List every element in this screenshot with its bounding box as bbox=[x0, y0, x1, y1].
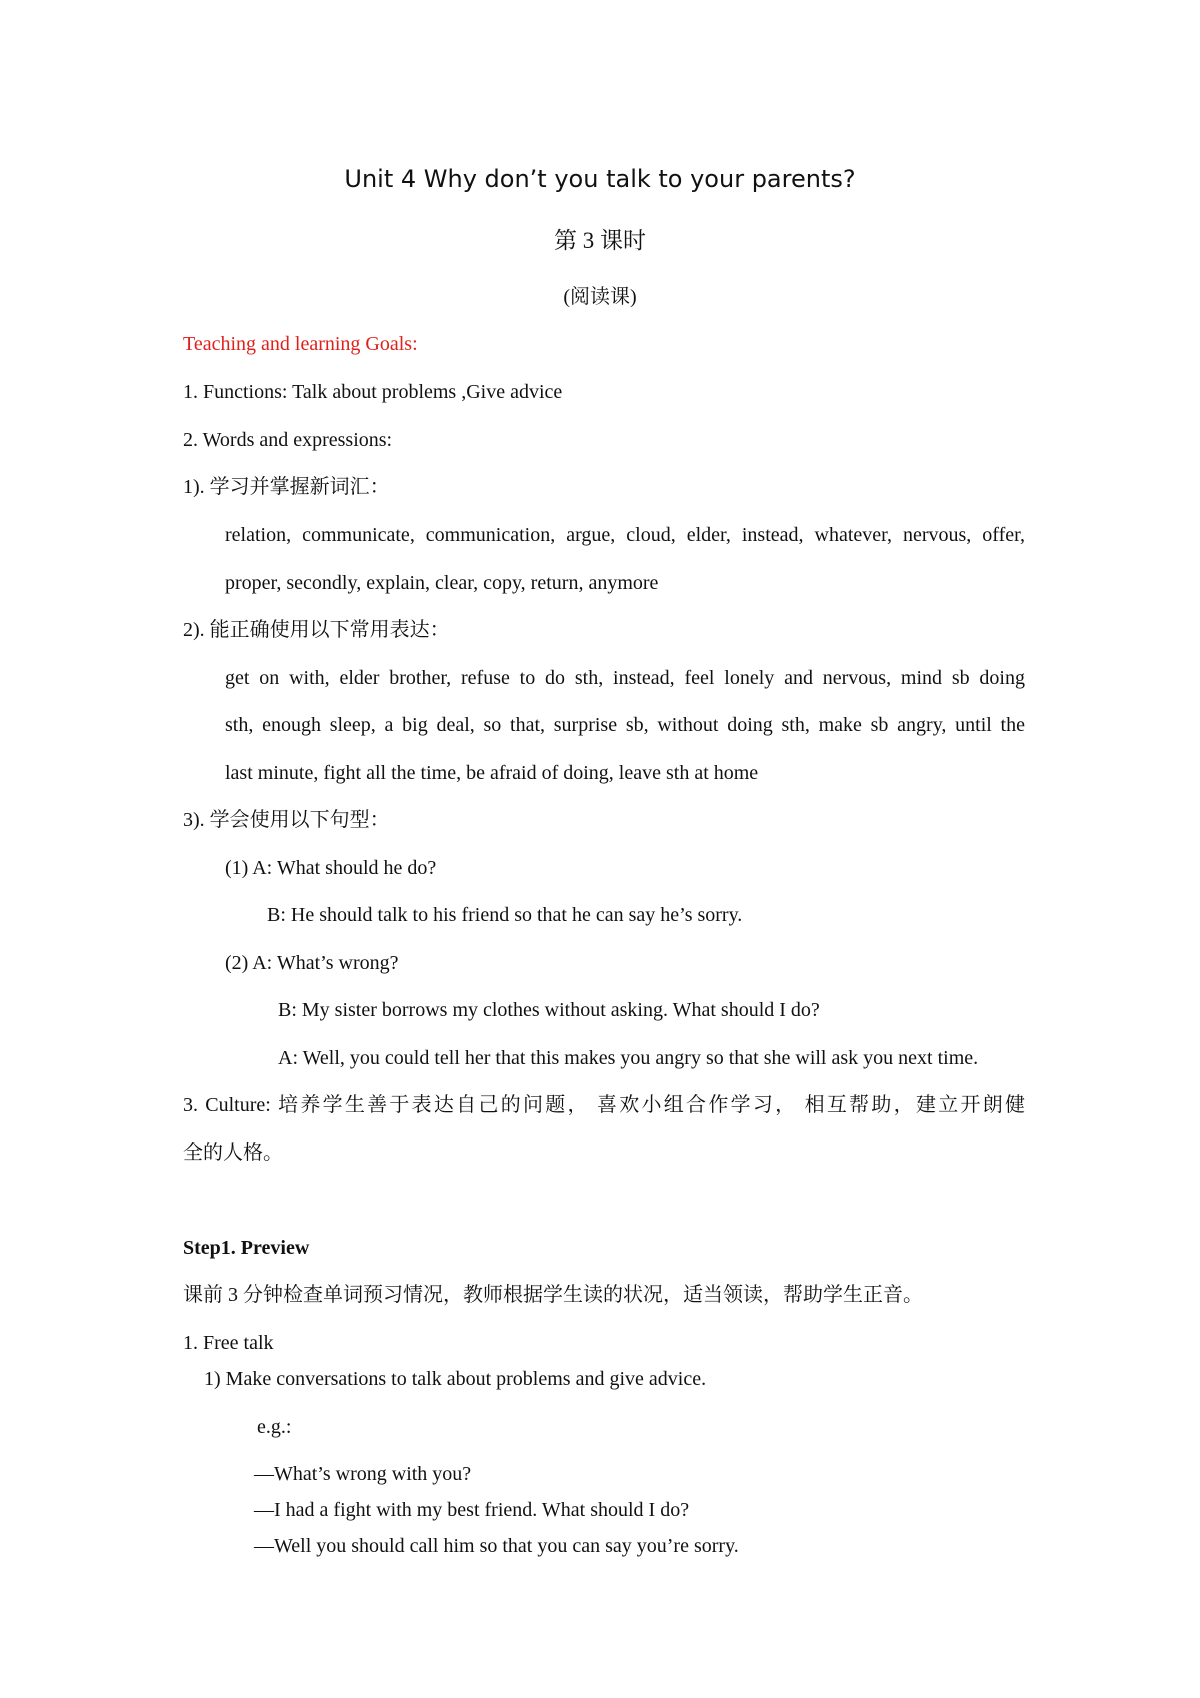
vocab-line-1: relation, communicate, communication, argue, cloud, elder, instead, whatever, nervous, offer, bbox=[225, 524, 1025, 546]
step1-intro: 课前 3 分钟检查单词预习情况，教师根据学生读的状况，适当领读，帮助学生正音。 bbox=[183, 1284, 923, 1306]
vocab-heading: 1). 学习并掌握新词汇： bbox=[183, 476, 390, 498]
vocab-line-2: proper, secondly, explain, clear, copy, return, anymore bbox=[225, 572, 659, 594]
expressions-line-2: sth, enough sleep, a big deal, so that, surprise sb, without doing sth, make sb angry, until the bbox=[225, 714, 1025, 736]
dialogue-line-2: —I had a fight with my best friend. What should I do? bbox=[254, 1499, 690, 1521]
culture-line-1: 3. Culture: 培养学生善于表达自己的问题， 喜欢小组合作学习， 相互帮助，建立开朗健 bbox=[183, 1094, 1025, 1116]
dialogue-line-1: —What’s wrong with you? bbox=[254, 1463, 472, 1485]
expressions-line-1: get on with, elder brother, refuse to do sth, instead, feel lonely and nervous, mind sb doing bbox=[225, 667, 1025, 689]
free-talk-task: 1) Make conversations to talk about problems and give advice. bbox=[204, 1368, 707, 1390]
words-heading: 2. Words and expressions: bbox=[183, 429, 393, 451]
expressions-heading: 2). 能正确使用以下常用表达： bbox=[183, 619, 450, 641]
culture-line-2: 全的人格。 bbox=[183, 1142, 283, 1164]
document-title: Unit 4 Why don’t you talk to your parents? bbox=[344, 165, 856, 193]
lesson-type: (阅读课) bbox=[563, 286, 637, 308]
functions-line: 1. Functions: Talk about problems ,Give advice bbox=[183, 381, 563, 403]
pattern-2-answer: B: My sister borrows my clothes without asking. What should I do? bbox=[278, 999, 820, 1021]
step1-heading: Step1. Preview bbox=[183, 1237, 310, 1259]
pattern-2-question: (2) A: What’s wrong? bbox=[225, 952, 399, 974]
patterns-heading: 3). 学会使用以下句型： bbox=[183, 809, 390, 831]
expressions-line-3: last minute, fight all the time, be afraid of doing, leave sth at home bbox=[225, 762, 759, 784]
goals-heading: Teaching and learning Goals: bbox=[183, 333, 418, 355]
example-label: e.g.: bbox=[257, 1416, 292, 1438]
pattern-1-question: (1) A: What should he do? bbox=[225, 857, 437, 879]
pattern-1-answer: B: He should talk to his friend so that he can say he’s sorry. bbox=[267, 904, 743, 926]
free-talk-heading: 1. Free talk bbox=[183, 1332, 274, 1354]
lesson-number: 第 3 课时 bbox=[554, 228, 646, 253]
dialogue-line-3: —Well you should call him so that you can say you’re sorry. bbox=[254, 1535, 739, 1557]
pattern-2-advice: A: Well, you could tell her that this makes you angry so that she will ask you next time. bbox=[278, 1047, 979, 1069]
